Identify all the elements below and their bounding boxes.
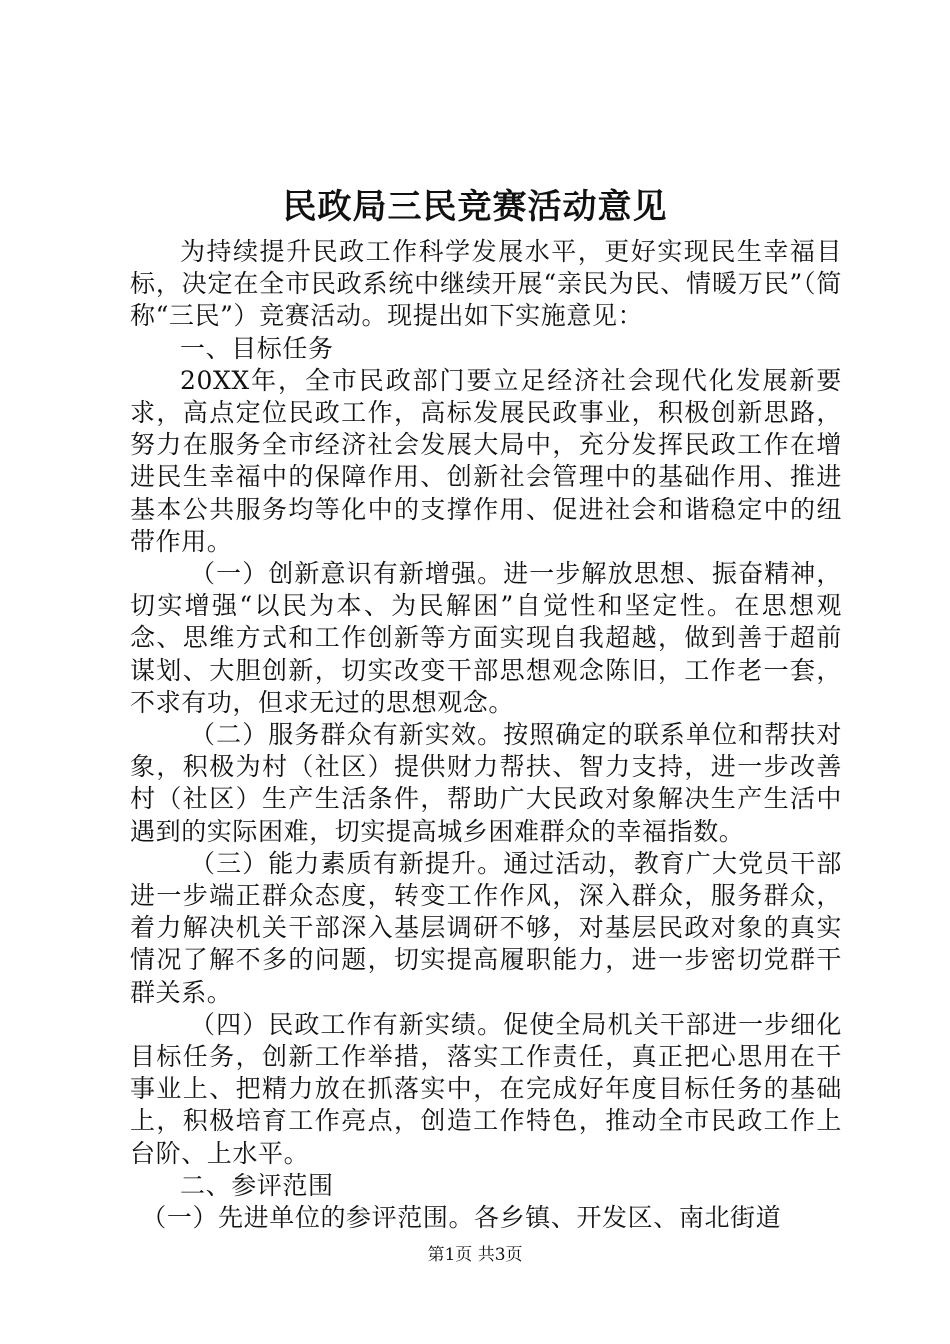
document-body <box>130 236 842 1234</box>
section-heading-1: 一、目标任务 <box>180 333 334 363</box>
page-number-footer: 第1页 共3页 <box>427 1245 523 1265</box>
paragraph-goal: 20XX年，全市民政部门要立足经济社会现代化发展新要求，高点定位民政工作，高标发展民政事业，积极创新思路，努力在服务全市经济社会发展大局中，充分发挥民政工作在增进民生幸福中的保障作用、创新社会管理中的基础作用、推进基本公共服务均等化中的支撑作用、促进社会和谐稳定中的纽带作用。 <box>130 365 842 556</box>
document-title: 民政局三民竞赛活动意见 <box>282 187 668 227</box>
paragraph-item-4: （四）民政工作有新实绩。促使全局机关干部进一步细化目标任务，创新工作举措，落实工作责任，真正把心思用在干事业上、把精力放在抓落实中，在完成好年度目标任务的基础上，积极培育工作亮点，创造工作特色，推动全市民政工作上台阶、上水平。 <box>130 1009 842 1168</box>
paragraph-item-1: （一）创新意识有新增强。进一步解放思想、振奋精神，切实增强“以民为本、为民解困”自觉性和坚定性。在思想观念、思维方式和工作创新等方面实现自我超越，做到善于超前谋划、大胆创新，切实改变干部思想观念陈旧，工作老一套，不求有功，但求无过的思想观念。 <box>130 559 842 717</box>
paragraph-item-3: （三）能力素质有新提升。通过活动，教育广大党员干部进一步端正群众态度，转变工作作风，深入群众，服务群众，着力解决机关干部深入基层调研不够，对基层民政对象的真实情况了解不多的问题，切实提高履职能力，进一步密切党群干群关系。 <box>130 848 842 1007</box>
paragraph-item-2: （二）服务群众有新实效。按照确定的联系单位和帮扶对象，积极为村（社区）提供财力帮扶、智力支持，进一步改善村（社区）生产生活条件，帮助广大民政对象解决生产生活中遇到的实际困难，切实提高城乡困难群众的幸福指数。 <box>130 720 842 846</box>
paragraph-intro: 为持续提升民政工作科学发展水平，更好实现民生幸福目标，决定在全市民政系统中继续开展“亲民为民、情暖万民”（简称“三民”）竞赛活动。现提出如下实施意见： <box>130 237 842 331</box>
paragraph-scope-1: （一）先进单位的参评范围。各乡镇、开发区、南北街道 <box>141 1203 782 1233</box>
section-heading-2: 二、参评范围 <box>180 1170 334 1200</box>
